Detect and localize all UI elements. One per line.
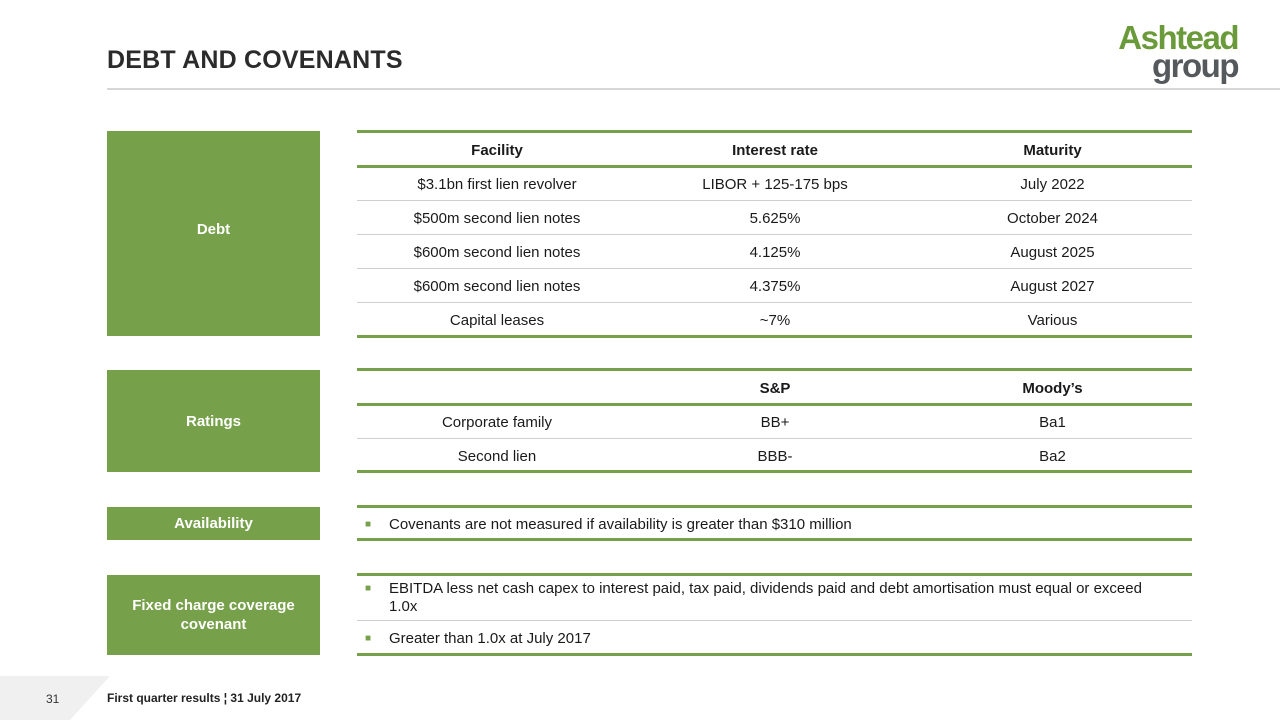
availability-top-rule: [357, 505, 1192, 508]
fixed-charge-label-box: [107, 575, 320, 655]
debt-row-4-facility: $600m second lien notes: [413, 278, 581, 295]
debt-row-3-rate: 4.125%: [749, 244, 801, 261]
debt-bottom-rule: [357, 335, 1192, 338]
debt-header-interest-rate: Interest rate: [732, 142, 818, 159]
debt-row-5-facility: Capital leases: [449, 312, 545, 329]
availability-bullet-text: Covenants are not measured if availability is greater than $310 million: [389, 516, 852, 533]
debt-label-box: [107, 131, 320, 336]
fixed-charge-bullet-2-text: Greater than 1.0x at July 2017: [389, 630, 591, 647]
debt-row-5-rate: ~7%: [759, 312, 791, 329]
ratings-row-1-type: Corporate family: [441, 414, 553, 431]
page-title: DEBT AND COVENANTS: [107, 46, 403, 74]
ratings-row-2-sp: BBB-: [757, 448, 793, 465]
availability-label-box: [107, 507, 320, 540]
fixed-charge-bullet-2: [365, 630, 1165, 648]
debt-row-2-rate: 5.625%: [749, 210, 801, 227]
footer-tab-edge: [70, 676, 110, 720]
ratings-bottom-rule: [357, 470, 1192, 473]
debt-row-1-rate: LIBOR + 125-175 bps: [702, 176, 848, 193]
footer-text: First quarter results ¦ 31 July 2017: [107, 691, 302, 705]
fixed-charge-bullet-1-text: EBITDA less net cash capex to interest paid, tax paid, dividends paid and debt amortisation must equal or exceed 1.0x: [389, 580, 1142, 615]
debt-row-4-rate: 4.375%: [749, 278, 801, 295]
availability-label: Availability: [174, 515, 253, 532]
ratings-label-box: [107, 370, 320, 472]
ratings-header-moodys: Moody’s: [1022, 380, 1083, 397]
ratings-row-divider: [357, 438, 1192, 439]
debt-row-3-maturity: August 2025: [1010, 244, 1095, 261]
availability-bottom-rule: [357, 538, 1192, 541]
ratings-header-rule: [357, 403, 1192, 406]
ashtead-group-logo: [1112, 20, 1242, 82]
ratings-row-2-moodys: Ba2: [1039, 448, 1066, 465]
ratings-row-1-moodys: Ba1: [1039, 414, 1066, 431]
fixed-charge-label: Fixed charge coverage covenant: [132, 597, 295, 633]
debt-header-rule: [357, 165, 1192, 168]
logo-line-1: Ashtead: [1118, 19, 1238, 56]
footer-tab: [0, 676, 70, 720]
debt-label: Debt: [196, 221, 231, 238]
page-number: 31: [46, 692, 60, 706]
ratings-top-rule: [357, 368, 1192, 371]
ratings-row-1-sp: BB+: [760, 414, 790, 431]
square-bullet-icon: ■: [365, 633, 372, 644]
debt-row-divider: [357, 302, 1192, 303]
debt-header-facility: Facility: [471, 142, 523, 159]
debt-row-5-maturity: Various: [1027, 312, 1078, 329]
debt-row-4-maturity: August 2027: [1010, 278, 1095, 295]
debt-row-1-maturity: July 2022: [1020, 176, 1085, 193]
ratings-label: Ratings: [185, 412, 241, 430]
debt-row-1-facility: $3.1bn first lien revolver: [417, 176, 577, 193]
debt-row-2-facility: $500m second lien notes: [413, 210, 581, 227]
fixed-charge-top-rule: [357, 573, 1192, 576]
ratings-header-sp: S&P: [759, 380, 791, 397]
availability-bullet: [365, 516, 1165, 534]
debt-header-maturity: Maturity: [1023, 142, 1082, 159]
fixed-charge-bullet-1: [365, 580, 1165, 616]
square-bullet-icon: ■: [365, 519, 372, 530]
debt-row-divider: [357, 200, 1192, 201]
ratings-row-2-type: Second lien: [457, 448, 537, 465]
fixed-charge-bottom-rule: [357, 653, 1192, 656]
fixed-charge-divider: [357, 620, 1192, 621]
debt-top-rule: [357, 130, 1192, 133]
title-divider: [107, 88, 1280, 90]
square-bullet-icon: ■: [365, 583, 372, 594]
logo-line-2: group: [1152, 47, 1238, 84]
debt-row-divider: [357, 234, 1192, 235]
debt-row-3-facility: $600m second lien notes: [413, 244, 581, 261]
debt-row-2-maturity: October 2024: [1007, 210, 1098, 227]
debt-row-divider: [357, 268, 1192, 269]
